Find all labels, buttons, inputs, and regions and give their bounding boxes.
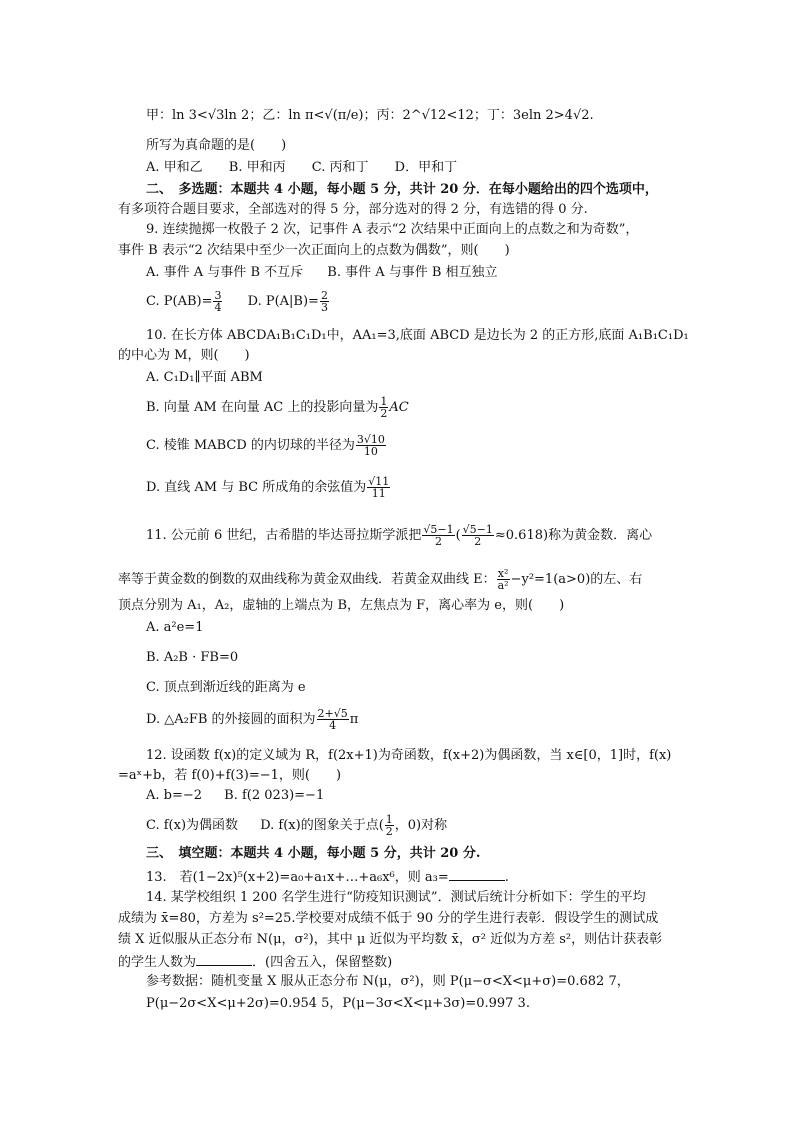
fraction: $\frac{2}{3}$	[320, 289, 328, 314]
fraction: $\frac{3√10}{10}$	[356, 433, 385, 458]
q10-option-b: B. 向量 AM 在向量 AC 上的投影向量为 $\frac{1}{2}$ AC	[146, 395, 409, 420]
fraction: $\frac{3}{4}$	[214, 289, 222, 314]
q8-options	[146, 160, 457, 176]
q11-stem: 11. 公元前 6 世纪，古希腊的毕达哥拉斯学派把 $\frac{√5-1}{2}$ ( $\frac{√5-1}{2}$ ≈0.618)称为黄金数．离心	[146, 523, 653, 548]
q12-options-cd: C. f(x)为偶函数 D. f(x)的图象关于点( $\frac{1}{2}$ ，0)对称	[146, 813, 448, 838]
q14-stem-cont2: 绩 X 近似服从正态分布 N(μ，σ²)，其中 μ 近似为平均数 x̄，σ² 近似为方差 s²，则估计获表彰	[118, 932, 663, 947]
section-3-heading: 三、 填空题：本题共 4 小题，每小题 5 分，共计 20 分.	[146, 846, 481, 861]
q8-option-d: D．甲和丁	[394, 160, 458, 175]
q9-stem-cont: 事件 B 表示“2 次结果中至少一次正面向上的点数为偶数”，则( )	[118, 243, 510, 258]
q10-stem-cont: 的中心为 M，则( )	[118, 348, 250, 363]
section-2-heading: 二、 多选题：本题共 4 小题，每小题 5 分，共计 20 分．在每小题给出的四个选项中，	[146, 182, 658, 197]
q10-option-d: D. 直线 AM 与 BC 所成角的余弦值为 $\frac{√11}{11}$	[146, 475, 390, 500]
fraction: $\frac{√11}{11}$	[368, 475, 390, 500]
q8-prompt: 所写为真命题的是( )	[146, 138, 287, 153]
q14-stem-cont: 成绩为 x̄=80，方差为 s²=25.学校要对成绩不低于 90 分的学生进行表彰．假设学生的测试成	[118, 911, 659, 926]
q11-option-a: A. a²e=1	[146, 620, 204, 635]
fraction: $\frac{√5-1}{2}$	[462, 523, 493, 548]
q14-stem-cont3: 的学生人数为 ．(四舍五入，保留整数)	[118, 955, 393, 970]
q11-stem-cont: 率等于黄金数的倒数的双曲线称为黄金双曲线．若黄金双曲线 E： $\frac{\text{x²}}{\text{a²}}$ −y²=1(a>0)的左、右	[118, 567, 643, 592]
q10-stem: 10. 在长方体 ABCDA₁B₁C₁D₁中，AA₁=3,底面 ABCD 是边长为 2 的正方形,底面 A₁B₁C₁D₁	[146, 328, 689, 343]
q9-options-cd	[146, 290, 330, 313]
q9-option-d: D. P(A|B)=	[247, 294, 319, 309]
q12-option-a: A. b=−2	[146, 788, 203, 803]
q14-reference-cont: P(μ−2σ<X<μ+2σ)=0.954 5，P(μ−3σ<X<μ+3σ)=0.997 3.	[146, 996, 530, 1011]
q12-stem-cont: =aˣ+b，若 f(0)+f(3)=−1，则( )	[118, 768, 342, 783]
q11-stem-cont2: 顶点分别为 A₁，A₂，虚轴的上端点为 B，左焦点为 F，离心率为 e，则( )	[118, 598, 565, 613]
q10-option-c: C. 棱锥 MABCD 的内切球的半径为 $\frac{3√10}{10}$	[146, 433, 385, 458]
q9-option-a: A. 事件 A 与事件 B 不互斥	[146, 265, 304, 280]
q12-option-b: B. f(2 023)=−1	[224, 788, 325, 803]
q8-option-b: B. 甲和丙	[228, 160, 286, 175]
q12-options-ab	[146, 788, 324, 804]
answer-blank[interactable]	[449, 868, 505, 881]
fraction: $\frac{1}{2}$	[380, 395, 388, 420]
q9-stem: 9. 连续抛掷一枚骰子 2 次，记事件 A 表示“2 次结果中正面向上的点数之和为奇数”，	[146, 222, 639, 237]
q14-reference: 参考数据：随机变量 X 服从正态分布 N(μ，σ²)，则 P(μ−σ<X<μ+σ)=0.682 7，	[146, 974, 630, 989]
fraction: $\frac{2+√5}{4}$	[317, 707, 348, 732]
q13: 13. 若(1−2x)⁵(x+2)=a₀+a₁x+…+a₆x⁶，则 a₃= .	[146, 870, 509, 885]
q8-option-a: A. 甲和乙	[146, 160, 203, 175]
q10-option-a: A. C₁D₁∥平面 ABM	[146, 370, 263, 385]
answer-blank[interactable]	[196, 953, 252, 966]
q12-stem: 12. 设函数 f(x)的定义域为 R，f(2x+1)为奇函数，f(x+2)为偶函数，当 x∈[0，1]时，f(x)	[146, 748, 672, 763]
q9-options-ab	[146, 265, 498, 281]
fraction: $\frac{√5-1}{2}$	[423, 523, 454, 548]
q11-option-b: B. A₂B · FB=0	[146, 650, 239, 665]
q8-option-c: C. 丙和丁	[311, 160, 369, 175]
q8-statements: 甲：ln 3<√3ln 2；乙：ln π<√(π/e)；丙：2^√12<12；丁：3eln 2>4√2.	[146, 108, 594, 123]
section-2-heading-cont: 有多项符合题目要求，全部选对的得 5 分，部分选对的得 2 分，有选错的得 0 分.	[118, 202, 588, 217]
q14-stem: 14. 某学校组织 1 200 名学生进行“防疫知识测试”．测试后统计分析如下：学生的平均	[146, 890, 646, 905]
q11-option-c: C. 顶点到渐近线的距离为 e	[146, 680, 306, 695]
fraction: $\frac{\text{x²}}{\text{a²}}$	[497, 567, 509, 592]
q9-option-c: C. P(AB)=	[146, 294, 213, 309]
q9-option-b: B. 事件 A 与事件 B 相互独立	[327, 265, 498, 280]
q12-option-d: D. f(x)的图象关于点(	[260, 818, 384, 833]
q11-option-d: D. △A₂FB 的外接圆的面积为 $\frac{2+√5}{4}$ π	[146, 707, 359, 732]
fraction: $\frac{1}{2}$	[385, 813, 393, 838]
q12-option-c: C. f(x)为偶函数	[146, 818, 239, 833]
